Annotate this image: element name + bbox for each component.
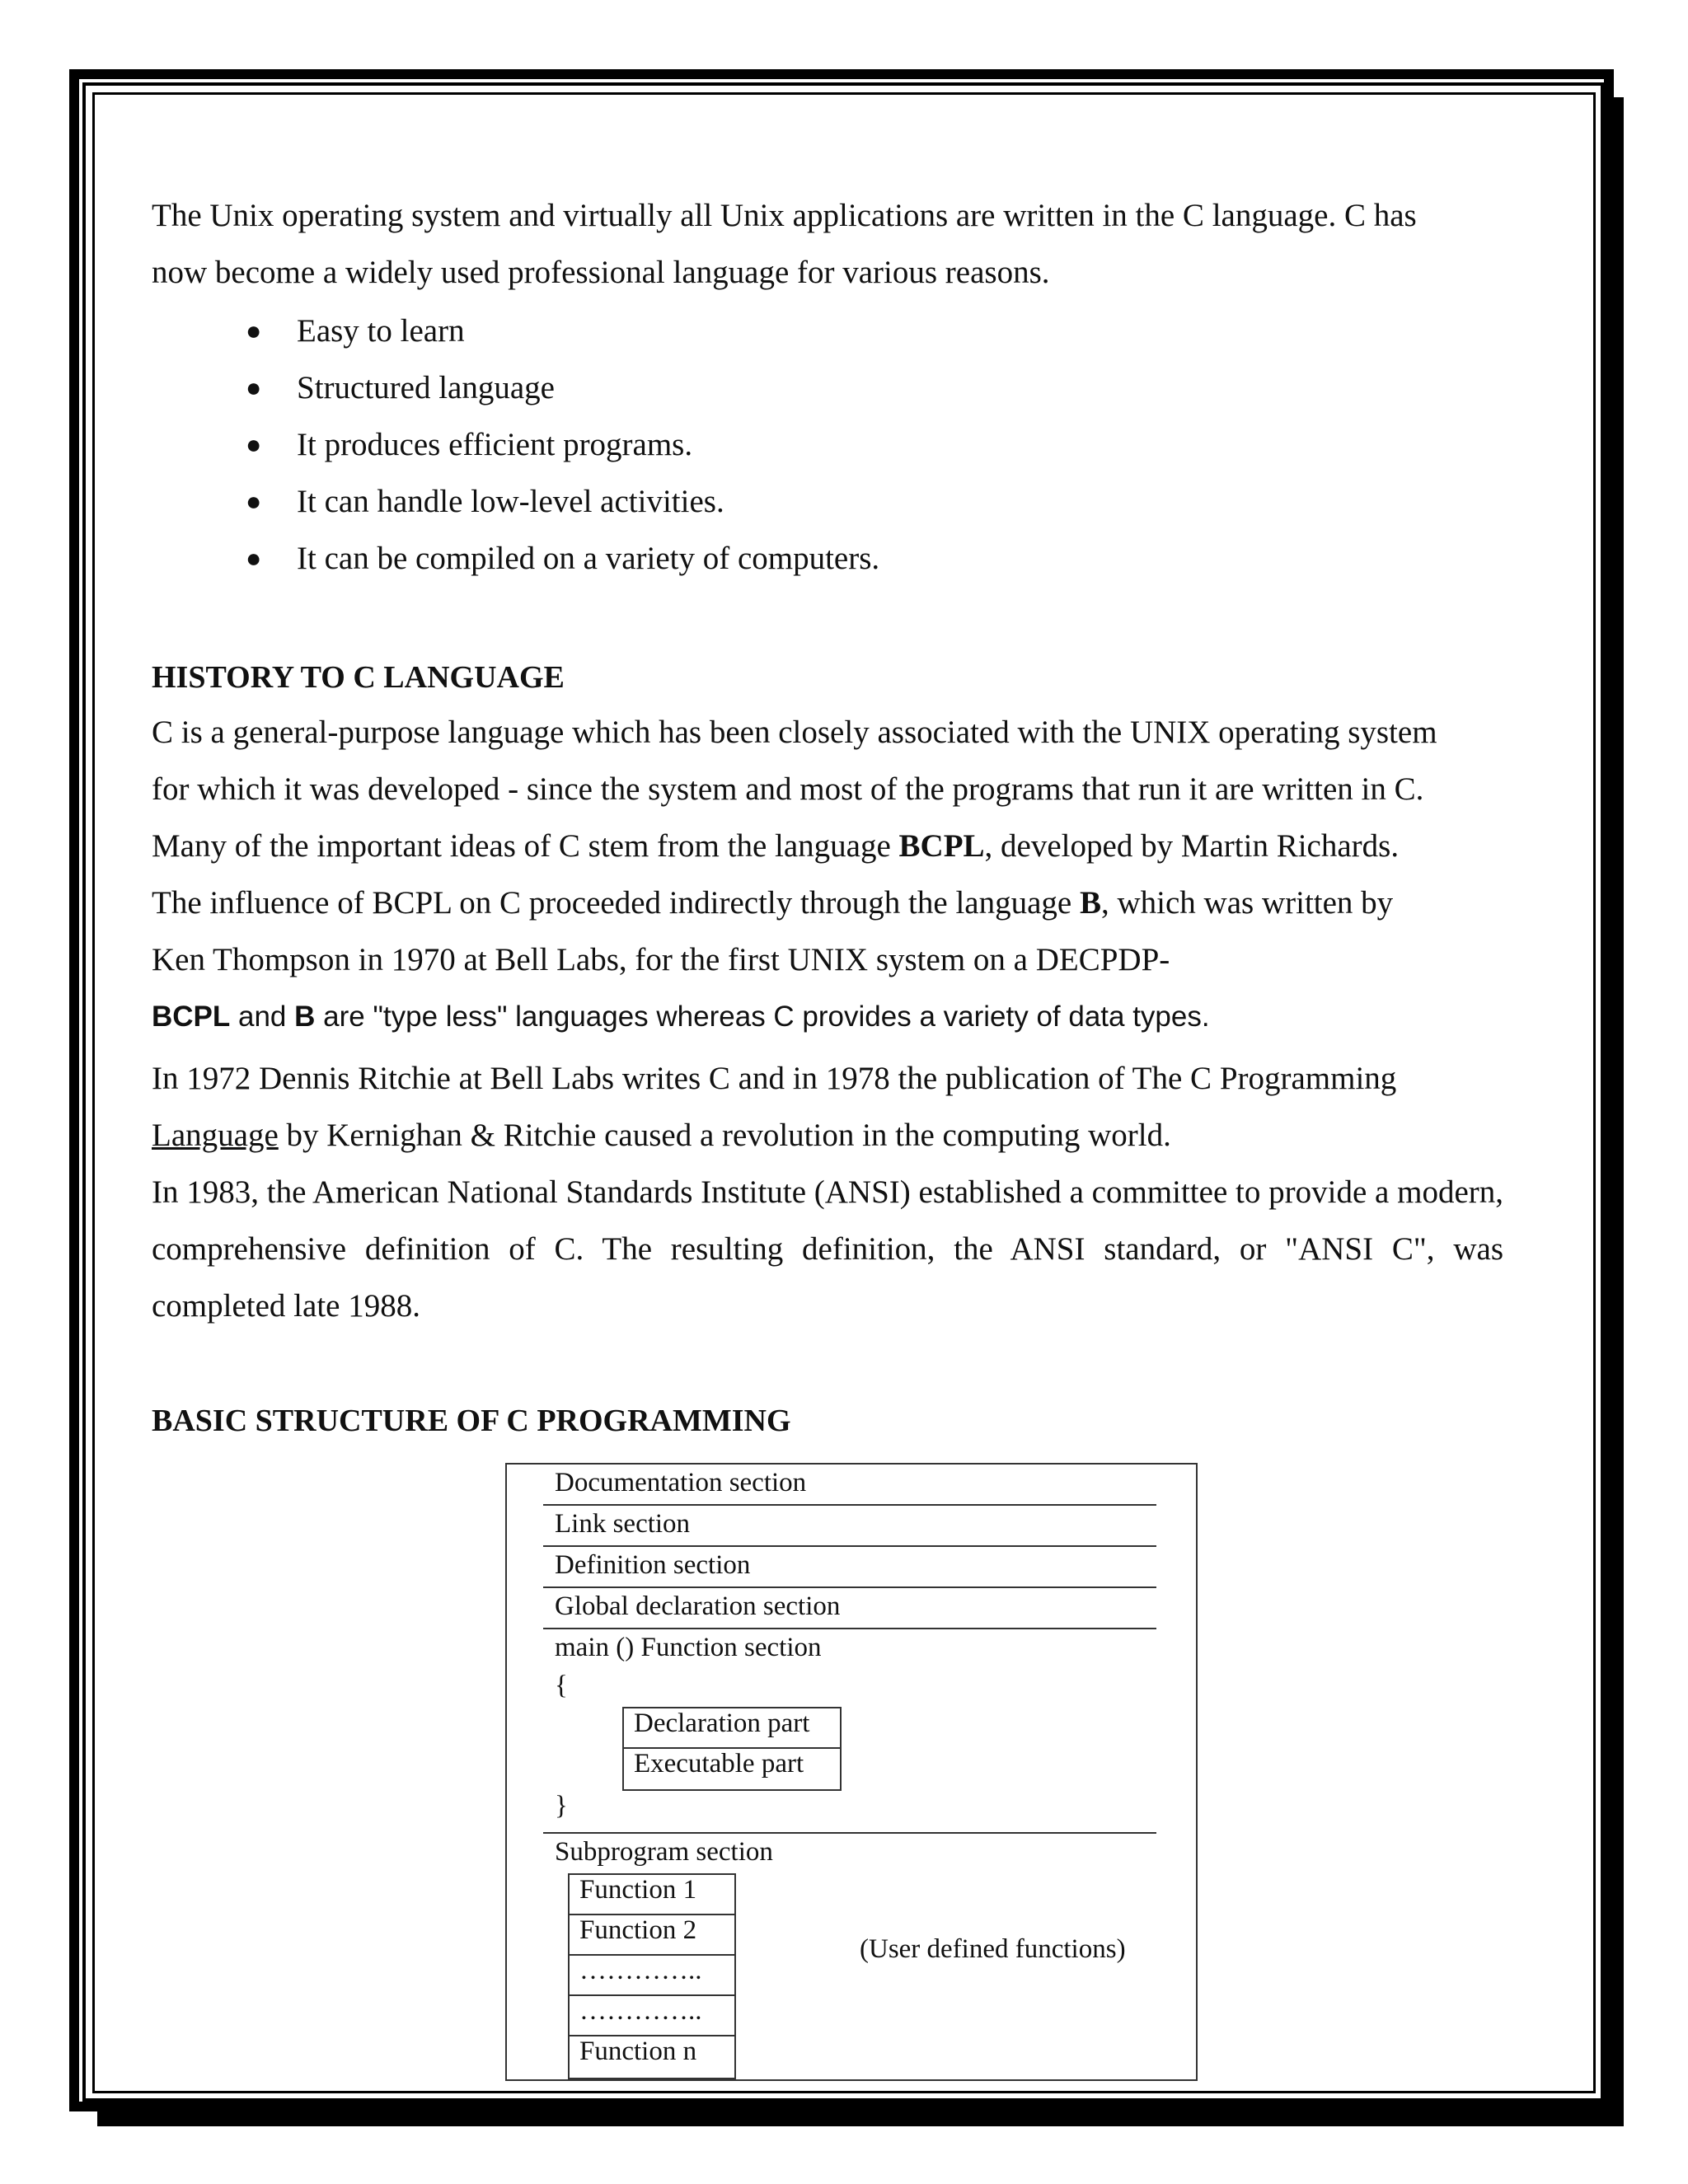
functions-box [568,1873,736,2079]
link-section-row [543,1506,1156,1547]
history-line-1: C is a general-purpose language which has been closely associated with the UNIX operating system [152,715,1437,750]
intro-line-1: The Unix operating system and virtually all Unix applications are written in the C language. C has [152,198,1417,233]
list-item-text: Easy to learn [297,313,465,349]
link-section-label: Link section [555,1509,691,1539]
definition-section-label: Definition section [555,1550,751,1580]
executable-part: Executable part [634,1749,804,1779]
c-structure-diagram [505,1463,1198,2081]
reasons-list [152,302,879,587]
subprogram-section [543,1834,1156,2078]
bullet-icon: ● [246,373,262,402]
history-line-2: for which it was developed - since the system and most of the programs that run it are written in C. [152,771,1424,807]
main-function-row [543,1629,1156,1834]
function-row: Function 1 [570,1875,734,1915]
function-row: Function 2 [570,1915,734,1956]
ansi-paragraph: In 1983, the American National Standards Institute (ANSI) established a committee to provide a modern, comprehensive definition of C. The resulting definition, the ANSI standard, or "ANSI C", was completed late 1988. [152,1174,1503,1324]
subprogram-label: Subprogram section [555,1837,773,1867]
list-item [152,416,879,473]
list-item [152,473,879,530]
history-line-8: Language by Kernighan & Ritchie caused a revolution in the computing world. [152,1118,1171,1153]
user-defined-note: (User defined functions) [860,1934,1126,1964]
list-item [152,302,879,359]
bullet-icon: ● [246,543,262,573]
bullet-icon: ● [246,486,262,516]
declaration-part: Declaration part [624,1708,840,1749]
list-item [152,359,879,416]
list-item [152,530,879,587]
main-parts-box [622,1707,842,1791]
function-row: ………….. [570,1996,734,2036]
intro-line-2: now become a widely used professional language for various reasons. [152,255,1050,290]
history-line-6: BCPL and B are "type less" languages whereas C provides a variety of data types. [152,1001,1210,1033]
function-row: Function n [579,2036,697,2066]
list-item-text: It can be compiled on a variety of computers. [297,541,880,576]
list-item-text: Structured language [297,370,555,405]
list-item-text: It can handle low-level activities. [297,484,724,519]
global-declaration-row [543,1588,1156,1629]
history-line-3: Many of the important ideas of C stem from the language BCPL, developed by Martin Richards. [152,828,1400,864]
bullet-icon: ● [246,429,262,459]
open-brace: { [555,1671,568,1700]
documentation-section-row [543,1465,1156,1506]
history-line-4: The influence of BCPL on C proceeded indirectly through the language B, which was written by [152,885,1394,921]
history-line-7: In 1972 Dennis Ritchie at Bell Labs writes C and in 1978 the publication of The C Programming [152,1061,1397,1096]
main-function-label: main () Function section [555,1633,822,1662]
bullet-icon: ● [246,316,262,345]
documentation-section-label: Documentation section [555,1468,807,1497]
history-heading: HISTORY TO C LANGUAGE [152,660,565,695]
structure-heading: BASIC STRUCTURE OF C PROGRAMMING [152,1404,791,1438]
global-declaration-label: Global declaration section [555,1591,841,1621]
history-line-5: Ken Thompson in 1970 at Bell Labs, for the first UNIX system on a DECPDP- [152,942,1170,977]
function-row: ………….. [570,1956,734,1996]
close-brace: } [555,1791,568,1821]
list-item-text: It produces efficient programs. [297,427,693,462]
definition-section-row [543,1547,1156,1588]
